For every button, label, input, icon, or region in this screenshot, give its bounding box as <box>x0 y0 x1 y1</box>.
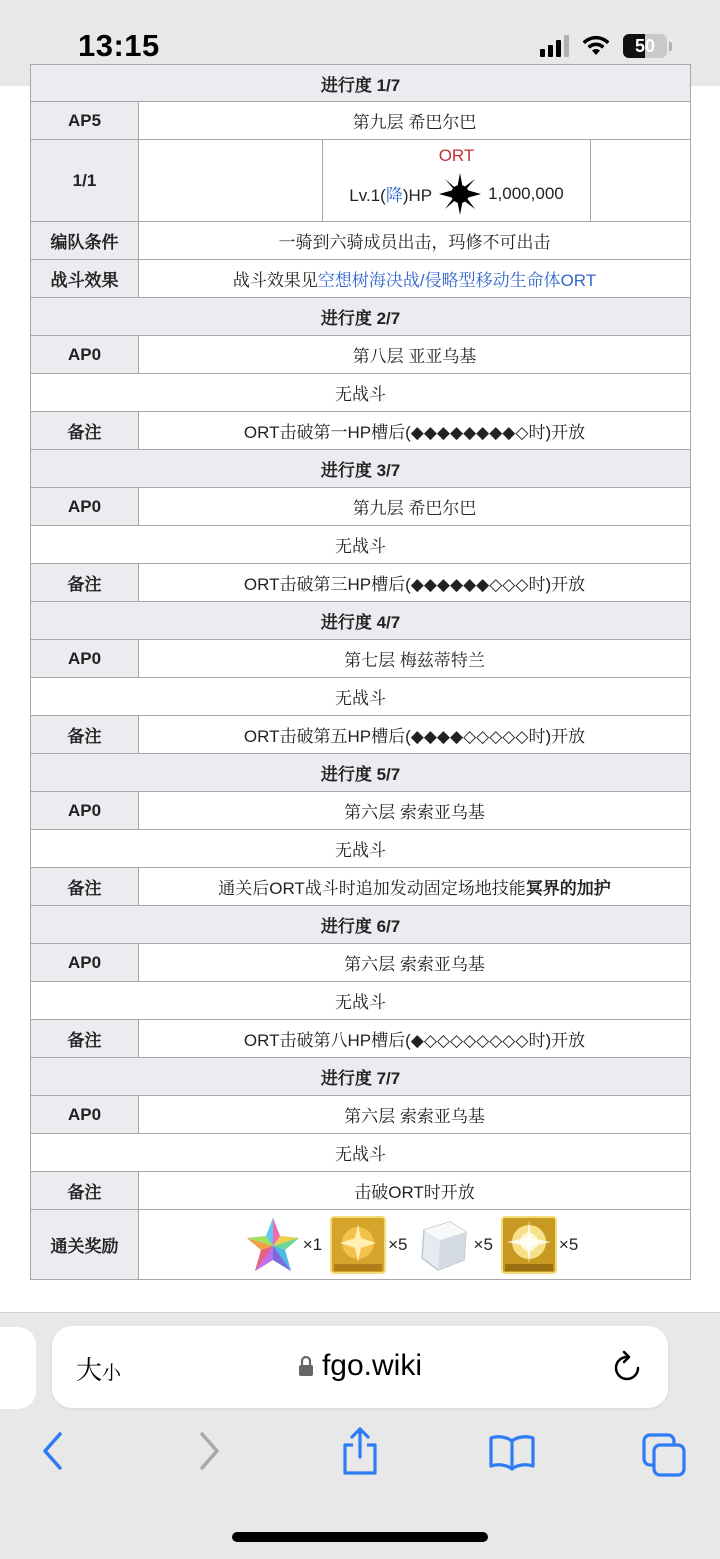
tabs-icon[interactable] <box>640 1431 688 1479</box>
forward-icon[interactable] <box>194 1429 224 1473</box>
ap-cell: AP0 <box>31 488 139 526</box>
team-condition-text: 一骑到六骑成员出击，玛修不可出击 <box>139 222 691 260</box>
battle-effect-link[interactable]: 空想树海决战/侵略型移动生命体ORT <box>317 271 597 290</box>
saint-quartz-icon[interactable] <box>245 1216 301 1274</box>
previous-tab-preview[interactable] <box>0 1327 36 1409</box>
status-icons <box>540 34 672 58</box>
cellular-signal-icon <box>540 35 569 57</box>
empty-enemy-slot <box>591 140 691 222</box>
no-battle-cell: 无战斗 <box>31 526 691 564</box>
quest-table <box>30 64 691 1280</box>
no-battle-cell: 无战斗 <box>31 982 691 1020</box>
no-battle-cell: 无战斗 <box>31 374 691 412</box>
golden-sparkle-card-icon[interactable] <box>501 1216 557 1274</box>
location-cell: 第六层 索索亚乌基 <box>139 1096 691 1134</box>
section-header: 进行度 3/7 <box>31 450 691 488</box>
address-bar[interactable] <box>52 1326 668 1408</box>
note-label: 备注 <box>31 412 139 450</box>
reload-icon[interactable] <box>612 1350 644 1384</box>
battery-icon <box>623 34 667 58</box>
share-icon[interactable] <box>340 1425 380 1477</box>
field-skill-name: 冥界的加护 <box>525 879 611 898</box>
reward-count: ×5 <box>388 1234 408 1254</box>
wifi-icon <box>581 35 611 57</box>
note-label: 备注 <box>31 1172 139 1210</box>
golden-craft-card-icon[interactable] <box>330 1216 386 1274</box>
enemy-class-icon <box>438 172 482 216</box>
battle-effect-label: 战斗效果 <box>31 260 139 298</box>
ap-cell: AP5 <box>31 102 139 140</box>
web-content <box>0 75 720 1312</box>
note-label: 备注 <box>31 564 139 602</box>
enemy-name: ORT <box>438 145 475 165</box>
reward-count: ×5 <box>473 1234 493 1254</box>
no-battle-cell: 无战斗 <box>31 830 691 868</box>
ap-cell: AP0 <box>31 640 139 678</box>
note-text: ORT击破第八HP槽后(◆◇◇◇◇◇◇◇◇时)开放 <box>139 1020 691 1058</box>
no-battle-cell: 无战斗 <box>31 678 691 716</box>
empty-enemy-slot <box>139 140 323 222</box>
enemy-level: Lv.1(降)HP <box>349 186 433 205</box>
note-text: ORT击破第五HP槽后(◆◆◆◆◇◇◇◇◇时)开放 <box>139 716 691 754</box>
team-condition-label: 编队条件 <box>31 222 139 260</box>
url-display[interactable]: fgo.wiki <box>52 1348 668 1383</box>
no-battle-cell: 无战斗 <box>31 1134 691 1172</box>
ap-cell: AP0 <box>31 792 139 830</box>
battery-level: 50 <box>634 35 656 56</box>
home-indicator[interactable] <box>232 1532 488 1542</box>
browser-toolbar <box>0 1312 720 1559</box>
back-icon[interactable] <box>38 1429 68 1473</box>
enemy-hp: 1,000,000 <box>488 183 564 203</box>
battle-effect-text: 战斗效果见空想树海决战/侵略型移动生命体ORT <box>139 260 691 298</box>
ap-cell: AP0 <box>31 1096 139 1134</box>
reward-count: ×1 <box>302 1234 323 1254</box>
location-cell: 第九层 希巴尔巴 <box>139 488 691 526</box>
bookmarks-icon[interactable] <box>488 1433 536 1471</box>
location-cell: 第六层 索索亚乌基 <box>139 792 691 830</box>
location-cell: 第八层 亚亚乌基 <box>139 336 691 374</box>
note-text: 击破ORT时开放 <box>139 1172 691 1210</box>
location-cell: 第七层 梅兹蒂特兰 <box>139 640 691 678</box>
reward-count: ×5 <box>558 1234 579 1254</box>
note-label: 备注 <box>31 716 139 754</box>
location-cell: 第六层 索索亚乌基 <box>139 944 691 982</box>
text-size-button[interactable]: 大小 <box>76 1355 122 1385</box>
section-header: 进行度 7/7 <box>31 1058 691 1096</box>
note-text: ORT击破第一HP槽后(◆◆◆◆◆◆◆◆◇时)开放 <box>139 412 691 450</box>
note-label: 备注 <box>31 868 139 906</box>
ap-cell: AP0 <box>31 336 139 374</box>
clear-reward-cell <box>139 1210 691 1280</box>
section-header: 进行度 4/7 <box>31 602 691 640</box>
section-header: 进行度 2/7 <box>31 298 691 336</box>
enemy-cell <box>323 140 591 222</box>
section-header: 进行度 5/7 <box>31 754 691 792</box>
note-text: ORT击破第三HP槽后(◆◆◆◆◆◆◇◇◇时)开放 <box>139 564 691 602</box>
section-header: 进行度 6/7 <box>31 906 691 944</box>
enemy-class-link[interactable]: 降 <box>385 186 403 205</box>
clear-reward-label: 通关奖励 <box>31 1210 139 1280</box>
location-cell: 第九层 希巴尔巴 <box>139 102 691 140</box>
ap-cell: AP0 <box>31 944 139 982</box>
status-time: 13:15 <box>78 28 160 63</box>
note-text: 通关后ORT战斗时追加发动固定场地技能冥界的加护 <box>139 868 691 906</box>
section-header: 进行度 1/7 <box>31 65 691 102</box>
note-label: 备注 <box>31 1020 139 1058</box>
ice-cube-icon[interactable] <box>416 1216 472 1274</box>
wave-cell: 1/1 <box>31 140 139 222</box>
lock-icon <box>298 1355 314 1377</box>
